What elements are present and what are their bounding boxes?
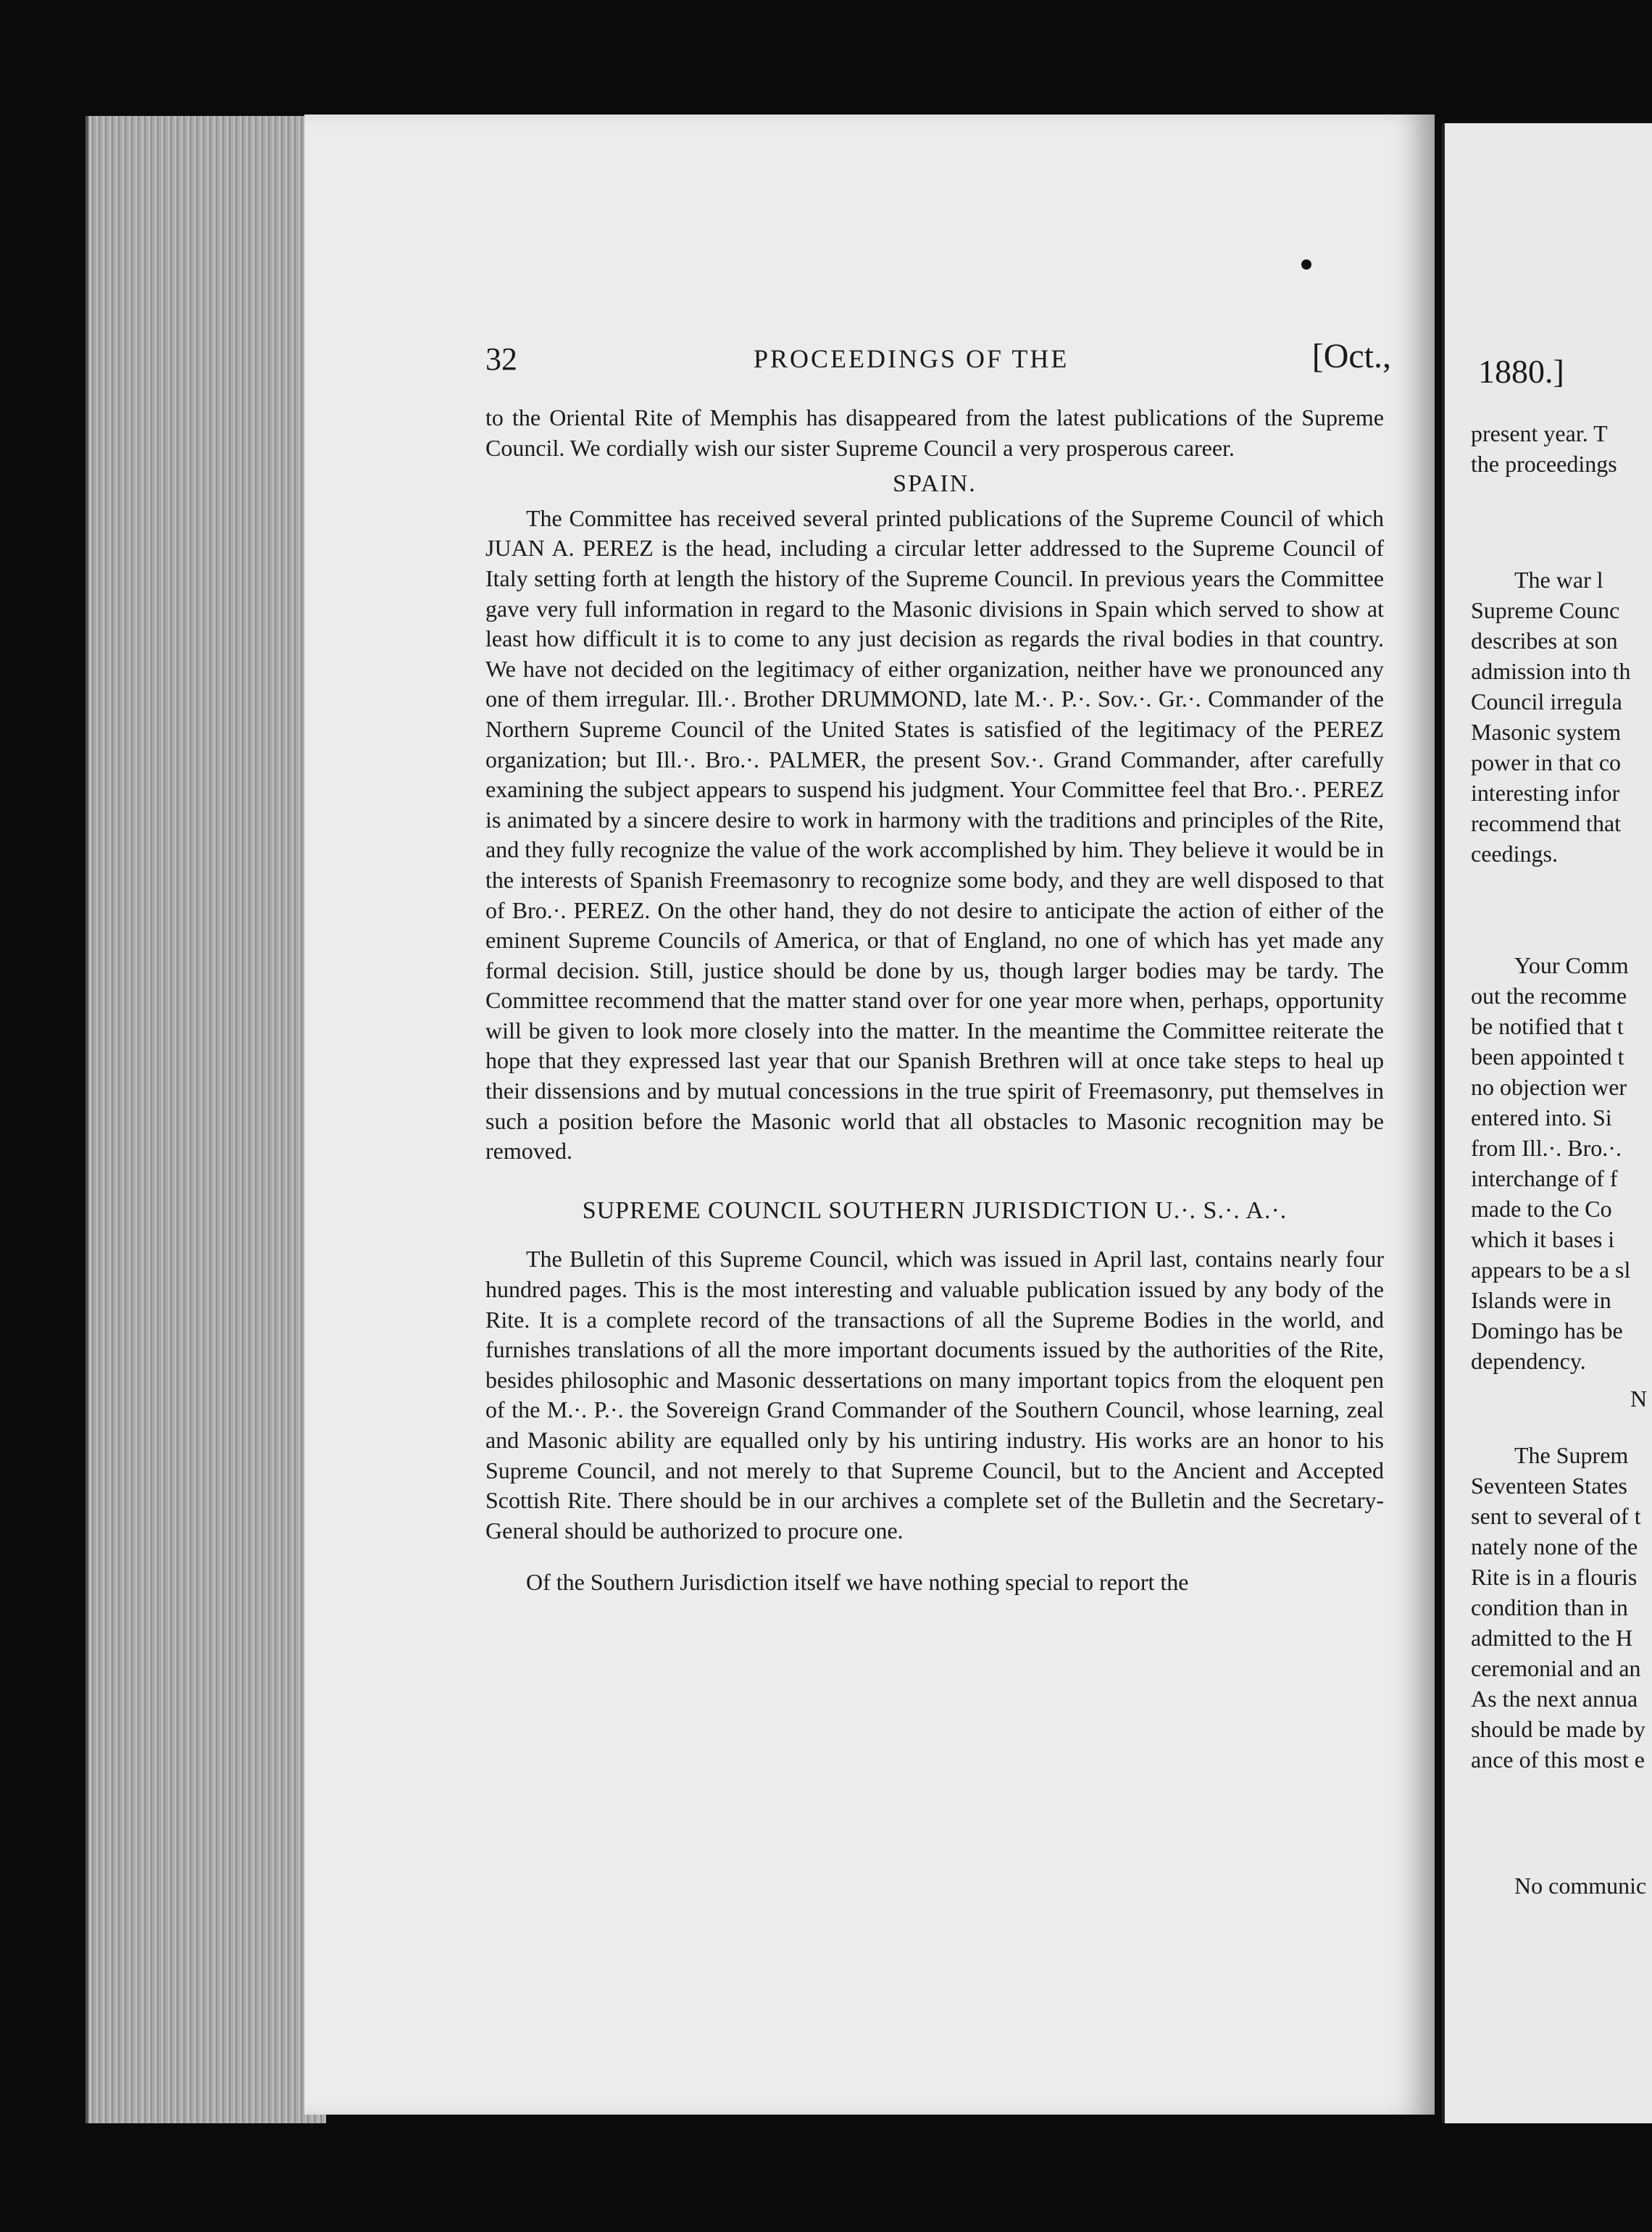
right-page-line: nately none of the bbox=[1471, 1533, 1638, 1560]
spain-paragraph: The Committee has received several printed publications of the Supreme Council of which JUAN A. PEREZ is the head, including a circular letter addressed to the Supreme Council of Italy setting forth at length the history of the Supreme Council. In previous years the Committee gave very full information in regard to the Masonic divisions in Spain which served to show at least how difficult it is to come to any just decision as regards the rival bodies in that country. We have not decided on the legitimacy of either organization, neither have we pronounced any one of them irregular. Ill.·. Brother DRUMMOND, late M.·. P.·. Sov.·. Gr.·. Commander of the Northern Supreme Council of the United States is satisfied of the legitimacy of the PEREZ organization; but Ill.·. Bro.·. PALMER, the present Sov.·. Grand Commander, after carefully examining the subject appears to suspend his judgment. Your Committee feel that Bro.·. PEREZ is animated by a sincere desire to work in harmony with the traditions and principles of the Rite, and they fully recognize the value of the work accomplished by him. They believe it would be in the interests of Spanish Freemasonry to recognize some body, and they are well disposed to that of Bro.·. PEREZ. On the other hand, they do not desire to anticipate the action of either of the eminent Supreme Councils of America, or that of England, no one of which has yet made any formal decision. Still, justice should be done by us, though larger bodies may be tardy. The Committee recommend that the matter stand over for one year more when, perhaps, opportunity will be given to look more closely into the matter. In the meantime the Committee reiterate the hope that they expressed last year that our Spanish Brethren will at once take steps to heal up their dissensions and by mutual concessions in the true spirit of Freemasonry, put themselves in such a position before the Masonic world that all obstacles to Masonic recognition may be removed. bbox=[485, 504, 1384, 1165]
right-page-line: No communic bbox=[1514, 1873, 1647, 1899]
section-heading-spain: SPAIN. bbox=[893, 470, 977, 498]
right-page-line: sent to several of t bbox=[1471, 1503, 1641, 1529]
right-page-line: been appointed t bbox=[1471, 1044, 1624, 1070]
right-page-line: Rite is in a flouris bbox=[1471, 1564, 1638, 1590]
right-page-line: Supreme Counc bbox=[1471, 597, 1620, 623]
right-page-line: Domingo has be bbox=[1471, 1317, 1623, 1344]
speck bbox=[1301, 259, 1311, 270]
right-page-line: Council irregula bbox=[1471, 688, 1622, 715]
right-page-line: Masonic system bbox=[1471, 719, 1622, 745]
page-number: 32 bbox=[485, 341, 517, 377]
book-page-edges bbox=[85, 116, 326, 2123]
right-page-line: recommend that bbox=[1471, 810, 1622, 836]
right-page-line: Seventeen States bbox=[1471, 1473, 1627, 1499]
southern-paragraph-2: Of the Southern Jurisdiction itself we have nothing special to report the bbox=[526, 1569, 1189, 1596]
right-page-line: admission into th bbox=[1471, 658, 1631, 684]
right-page-line: no objection wer bbox=[1471, 1074, 1627, 1100]
paragraph-gap bbox=[485, 1546, 1384, 1567]
right-page-line: dependency. bbox=[1471, 1348, 1586, 1374]
right-page-line: condition than in bbox=[1471, 1594, 1628, 1620]
right-page-line: The Suprem bbox=[1514, 1442, 1629, 1468]
header-month: [Oct., bbox=[1311, 337, 1391, 375]
right-page-line: should be made by bbox=[1471, 1716, 1645, 1742]
right-page-line: ceedings. bbox=[1471, 841, 1558, 867]
right-page-line: describes at son bbox=[1471, 628, 1618, 654]
right-page-line: The war l bbox=[1514, 567, 1603, 593]
right-page-line: As the next annua bbox=[1471, 1686, 1638, 1712]
right-page-line: Your Comm bbox=[1514, 952, 1629, 978]
right-page-line: entered into. Si bbox=[1471, 1104, 1612, 1130]
right-page-line: ceremonial and an bbox=[1471, 1655, 1641, 1681]
right-page-header: 1880.] bbox=[1478, 353, 1564, 390]
section-heading-southern-jurisdiction: SUPREME COUNCIL SOUTHERN JURISDICTION U.·. S.·. A.·. bbox=[582, 1196, 1288, 1224]
right-page-line: be notified that t bbox=[1471, 1013, 1624, 1039]
right-page-line: present year. T bbox=[1471, 420, 1608, 446]
southern-paragraph-1: The Bulletin of this Supreme Council, which was issued in April last, contains nearly four hundred pages. This is the most interesting and valuable publication issued by any body of the Rite. It is a complete record of the transactions of all the Supreme Bodies in the world, and furnishes translations of all the more important documents issued by the authorities of the Rite, besides philosophic and Masonic dessertations on many important topics from the eloquent pen of the M.·. P.·. the Sovereign Grand Commander of the Southern Council, whose learning, zeal and Masonic ability are equalled only by his untiring industry. His works are an honor to his Supreme Council, and not merely to that Supreme Council, but to the Ancient and Accepted Scottish Rite. There should be in our archives a complete set of the Bulletin and the Secretary-General should be authorized to procure one. bbox=[485, 1246, 1384, 1544]
running-title: PROCEEDINGS OF THE bbox=[754, 344, 1069, 373]
right-page-line: admitted to the H bbox=[1471, 1625, 1633, 1651]
right-page-line: power in that co bbox=[1471, 749, 1622, 775]
right-page-line: appears to be a sl bbox=[1471, 1257, 1631, 1283]
left-page-body bbox=[485, 403, 1384, 1598]
left-page-header bbox=[485, 337, 1391, 391]
right-page-line: interchange of f bbox=[1471, 1165, 1618, 1191]
right-page-line: interesting infor bbox=[1471, 780, 1620, 806]
right-page-line: the proceedings bbox=[1471, 451, 1617, 477]
right-page-line: N bbox=[1630, 1386, 1648, 1412]
right-page-line: out the recomme bbox=[1471, 983, 1627, 1009]
right-page-line: from Ill.·. Bro.·. bbox=[1471, 1135, 1622, 1161]
right-page-line: Islands were in bbox=[1471, 1287, 1611, 1313]
right-page-line: ance of this most e bbox=[1471, 1746, 1645, 1773]
right-page-line: made to the Co bbox=[1471, 1196, 1612, 1222]
opening-paragraph: to the Oriental Rite of Memphis has disappeared from the latest publications of the Supreme Council. We cordially wish our sister Supreme Council a very prosperous career. bbox=[485, 404, 1384, 461]
right-page-line: which it bases i bbox=[1471, 1226, 1615, 1252]
